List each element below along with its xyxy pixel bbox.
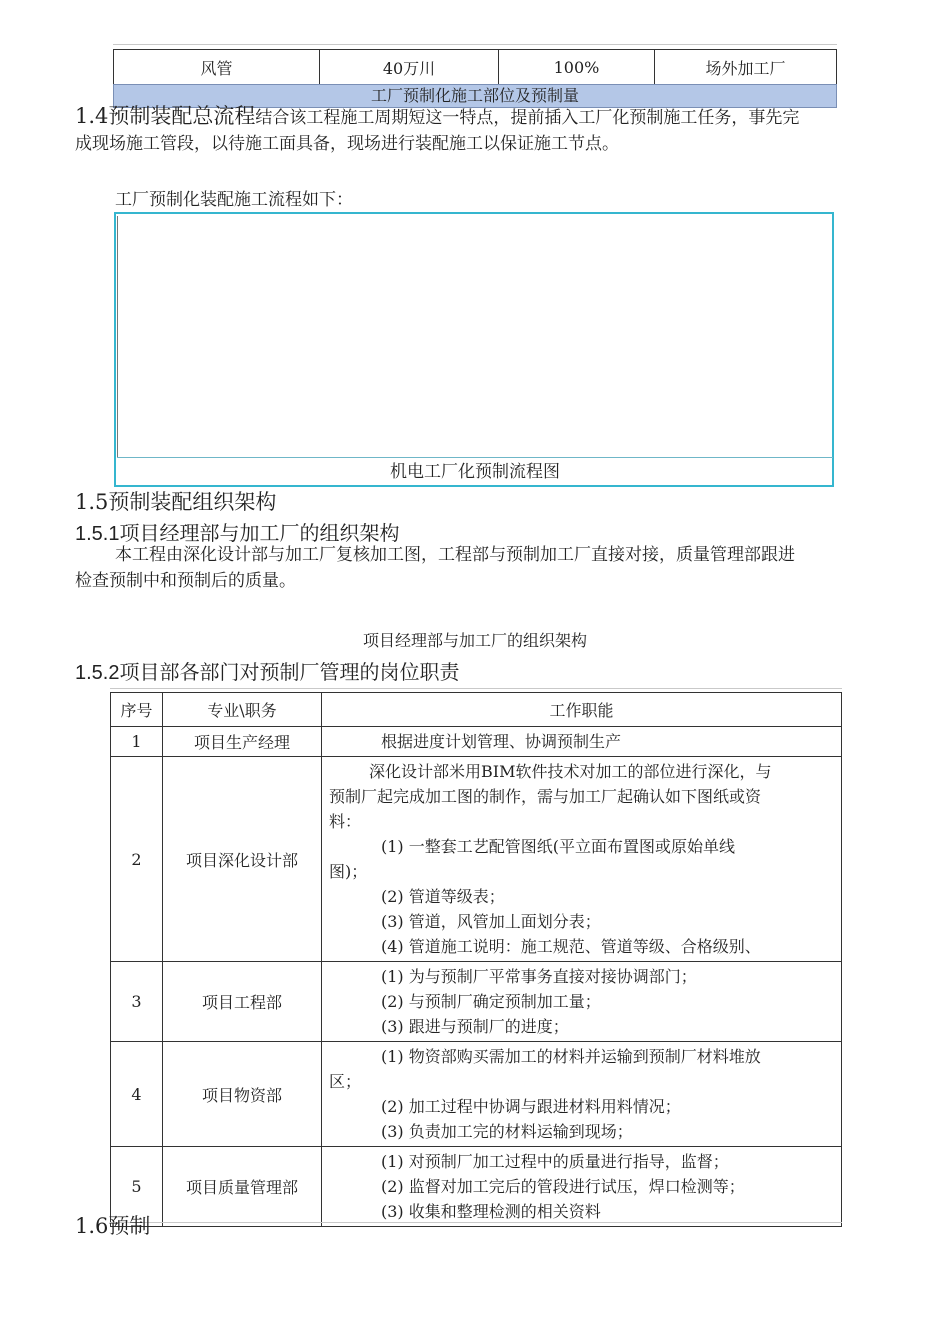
duty-line: (3) 管道，风管加丄面划分表； (381, 912, 601, 931)
section-heading: 1.5预制装配组织架构 (75, 490, 277, 514)
subsection-heading: 1.5.2项目部各部门对预制厂管理的岗位职责 (75, 662, 460, 684)
role-cell: 项目深化设计部 (163, 757, 322, 962)
duty-line: (2) 管道等级表； (381, 887, 505, 906)
table-row (111, 757, 842, 962)
role-cell: 项目工程部 (163, 962, 322, 1042)
paragraph-text: 检查预制中和预制后的质量。 (75, 571, 296, 591)
header-cell: 工作职能 (322, 693, 842, 727)
role-cell: 项目生产经理 (163, 727, 322, 757)
row-number: 4 (111, 1042, 163, 1147)
duty-line: (1) 物资部购买需加工的材料并运输到预制厂材料堆放 (381, 1047, 761, 1066)
table-row (111, 727, 842, 757)
duty-line: (1) 一整套工艺配管图纸(平立面布置图或原始单线 (381, 837, 735, 856)
header-cell: 专业\职务 (163, 693, 322, 727)
paragraph-text: 结合该工程施工周期短这一特点，提前插入工厂化预制施工任务，事先完 (255, 108, 800, 128)
duty-line: (2) 监督对加工完后的管段进行试压，焊口检测等； (381, 1177, 745, 1196)
flowchart-caption: 机电工厂化预制流程图 (117, 457, 833, 486)
duty-line: 根据进度计划管理、协调预制生产 (381, 732, 622, 751)
duty-line: (1) 为与预制厂平常事务直接对接协调部门； (381, 967, 697, 986)
prefab-volume-table (113, 49, 837, 85)
duty-line: (4) 管道施工说明：施工规范、管道等级、合格级别、 (381, 937, 761, 956)
table-rule (110, 688, 842, 689)
table-cell: 场外加工厂 (655, 50, 837, 85)
row-number: 2 (111, 757, 163, 962)
duty-cell (322, 757, 842, 962)
duty-line: (1) 对预制厂加工过程中的质量进行指导，监督； (381, 1152, 729, 1171)
org-chart-caption: 项目经理部与加工厂的组织架构 (362, 631, 587, 650)
table-cell: 风管 (114, 50, 320, 85)
row-number: 5 (111, 1147, 163, 1227)
table-row (111, 1042, 842, 1147)
duty-cell (322, 727, 842, 757)
table-caption: 工厂预制化施工部位及预制量 (113, 84, 837, 108)
paragraph-text: 成现场施工管段，以待施工面具备，现场进行装配施工以保证施工节点。 (75, 134, 619, 154)
duty-line: 料： (329, 812, 362, 831)
duty-line: (2) 与预制厂确定预制加工量； (381, 992, 601, 1011)
table-cell: 100% (499, 50, 655, 85)
duty-line: (3) 跟进与预制厂的进度； (381, 1017, 569, 1036)
paragraph-text: 本工程由深化设计部与加工厂复核加工图，工程部与预制加工厂直接对接，质量管理部跟进 (115, 545, 795, 565)
table-rule (110, 1222, 842, 1223)
table-row (114, 50, 837, 85)
subsection-heading: 1.5.1项目经理部与加工厂的组织架构 (75, 523, 400, 545)
role-cell: 项目物资部 (163, 1042, 322, 1147)
duty-line: (2) 加工过程中协调与跟进材料用料情况； (381, 1097, 681, 1116)
row-number: 3 (111, 962, 163, 1042)
flow-intro: 工厂预制化装配施工流程如下： (115, 190, 353, 210)
duty-line: (3) 收集和整理检测的相关资料 (381, 1202, 601, 1221)
top-rule (113, 44, 837, 45)
header-cell: 序号 (111, 693, 163, 727)
duty-line: (3) 负责加工完的材料运输到现场； (381, 1122, 633, 1141)
responsibility-table (110, 692, 842, 1227)
role-cell: 项目质量管理部 (163, 1147, 322, 1227)
duty-cell (322, 1042, 842, 1147)
table-row (111, 1147, 842, 1227)
duty-line: 深化设计部米用BIM软件技术对加工的部位进行深化，与 (369, 762, 772, 781)
flowchart-area (117, 216, 834, 458)
table-row (111, 962, 842, 1042)
duty-line: 预制厂起完成加工图的制作，需与加工厂起确认如下图纸或资 (329, 787, 762, 806)
table-cell: 40万川 (320, 50, 499, 85)
section-heading: 1.4预制装配总流程 (75, 104, 256, 128)
sec14-paragraph (75, 102, 885, 133)
row-number: 1 (111, 727, 163, 757)
duty-line: 区； (329, 1072, 362, 1091)
table-header-row (111, 693, 842, 727)
duty-cell (322, 962, 842, 1042)
section-heading: 1.6预制 (75, 1214, 151, 1238)
duty-line: 图)； (329, 862, 368, 881)
duty-cell (322, 1147, 842, 1227)
